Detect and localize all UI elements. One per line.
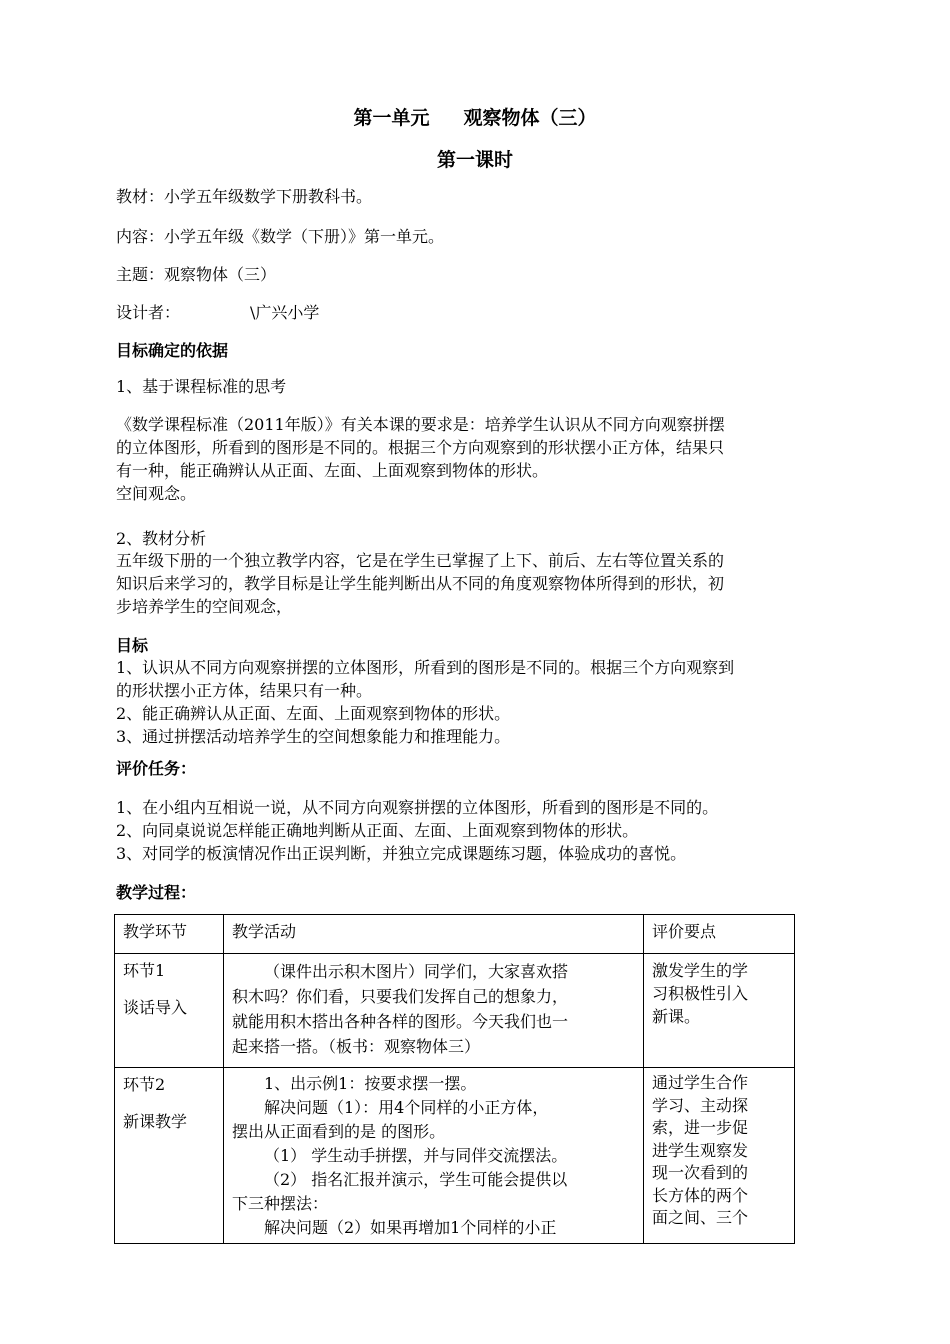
- evaluation-point-line: 长方体的两个: [652, 1185, 749, 1205]
- evaluation-point-line: 进学生观察发: [652, 1140, 749, 1160]
- stage-name: 新课教学: [123, 1112, 188, 1131]
- evaluation-point-line: 激发学生的学: [652, 961, 749, 980]
- designer-label: 设计者：: [116, 303, 181, 322]
- content-line: 内容：小学五年级《数学（下册）》第一单元。: [116, 227, 445, 246]
- paragraph-line: 《数学课程标准（2011年版）》有关本课的要求是：培养学生认识从不同方向观察拼摆: [116, 415, 725, 434]
- stage-number: 环节2: [123, 1075, 166, 1094]
- evaluation-point-line: 通过学生合作: [652, 1073, 749, 1092]
- evaluation-point-line: 索，进一步促: [652, 1118, 749, 1137]
- evaluation-point-line: 习积极性引入: [652, 984, 749, 1003]
- lesson-title: 第一课时: [436, 149, 513, 171]
- evaluation-cell: [644, 1068, 795, 1244]
- goal-line: 的形状摆小正方体，结果只有一种。: [116, 681, 373, 700]
- evaluation-cell: [644, 954, 795, 1068]
- paragraph-line: 五年级下册的一个独立教学内容，它是在学生已掌握了上下、前后、左右等位置关系的: [116, 551, 725, 570]
- activity-line: （2） 指名汇报并演示，学生可能会提供以: [264, 1170, 568, 1189]
- goal-line: 3、通过拼摆活动培养学生的空间想象能力和推理能力。: [116, 727, 511, 746]
- stage-cell: [115, 1068, 224, 1244]
- basis-subheading-material: 2、教材分析: [116, 529, 207, 548]
- stage-cell: [115, 954, 224, 1068]
- designer-value: \广兴小学: [250, 303, 320, 322]
- activity-line: 下三种摆法：: [232, 1194, 329, 1213]
- process-heading: 教学过程：: [116, 883, 197, 902]
- evaluation-heading: 评价任务：: [116, 759, 197, 778]
- goals-list: [116, 656, 846, 748]
- activity-line: 就能用积木搭出各种各样的图形。今天我们也一: [232, 1012, 569, 1031]
- unit-number: 第一单元: [353, 107, 430, 129]
- activity-line: （1） 学生动手拼摆，并与同伴交流摆法。: [264, 1146, 568, 1165]
- paragraph-line: 有一种，能正确辨认从正面、左面、上面观察到物体的形状。: [116, 461, 549, 480]
- designer-line: [116, 300, 319, 323]
- activity-cell: [224, 1068, 644, 1244]
- header-cell-activity: 教学活动: [224, 915, 644, 954]
- activity-cell: [224, 954, 644, 1068]
- basis-subheading-standard: 1、基于课程标准的思考: [116, 377, 287, 396]
- unit-topic: 观察物体（三）: [463, 107, 597, 129]
- activity-line: （课件出示积木图片）同学们，大家喜欢搭: [264, 962, 569, 981]
- evaluation-point-line: 学习、主动探: [652, 1095, 749, 1115]
- table-row: [115, 1068, 795, 1244]
- table-row: [115, 954, 795, 1068]
- activity-line: 积木吗？你们看，只要我们发挥自己的想象力，: [232, 987, 569, 1006]
- evaluation-line: 2、向同桌说说怎样能正确地判断从正面、左面、上面观察到物体的形状。: [116, 821, 639, 840]
- activity-line: 解决问题（1）：用4个同样的小正方体，: [264, 1098, 549, 1117]
- header-cell-stage: 教学环节: [115, 915, 224, 954]
- evaluation-point-line: 新课。: [652, 1007, 701, 1026]
- stage-number: 环节1: [123, 961, 166, 980]
- header-cell-evaluation: 评价要点: [644, 915, 795, 954]
- unit-title: [0, 103, 950, 130]
- evaluation-line: 3、对同学的板演情况作出正误判断，并独立完成课题练习题，体验成功的喜悦。: [116, 844, 687, 863]
- paragraph-line: 知识后来学习的，教学目标是让学生能判断出从不同的角度观察物体所得到的形状，初: [116, 574, 725, 593]
- evaluation-list: [116, 796, 846, 865]
- textbook-line: 教材：小学五年级数学下册教科书。: [116, 187, 373, 206]
- activity-line: 起来搭一搭。（板书：观察物体三）: [232, 1037, 481, 1056]
- goal-line: 1、认识从不同方向观察拼摆的立体图形，所看到的图形是不同的。根据三个方向观察到: [116, 658, 735, 677]
- basis-heading: 目标确定的依据: [116, 341, 229, 360]
- table-header-row: [115, 915, 795, 954]
- evaluation-point-line: 现一次看到的: [652, 1163, 749, 1182]
- evaluation-point-line: 面之间、三个: [652, 1208, 749, 1227]
- goals-heading: 目标: [116, 636, 149, 655]
- activity-line: 解决问题（2）如果再增加1个同样的小正: [264, 1218, 557, 1237]
- paragraph-line: 步培养学生的空间观念，: [116, 597, 293, 616]
- paragraph-line: 的立体图形，所看到的图形是不同的。根据三个方向观察到的形状摆小正方体，结果只: [116, 438, 725, 457]
- stage-name: 谈话导入: [123, 998, 188, 1017]
- paragraph-line: 空间观念。: [116, 484, 197, 503]
- evaluation-line: 1、在小组内互相说一说，从不同方向观察拼摆的立体图形，所看到的图形是不同的。: [116, 798, 719, 817]
- material-paragraph: [116, 549, 846, 618]
- goal-line: 2、能正确辨认从正面、左面、上面观察到物体的形状。: [116, 704, 511, 723]
- activity-line: 1、出示例1：按要求摆一摆。: [264, 1074, 477, 1093]
- standard-paragraph: [116, 413, 846, 505]
- teaching-process-table: [114, 914, 795, 1244]
- activity-line: 摆出从正面看到的是 的图形。: [232, 1122, 446, 1141]
- theme-line: 主题：观察物体（三）: [116, 265, 277, 284]
